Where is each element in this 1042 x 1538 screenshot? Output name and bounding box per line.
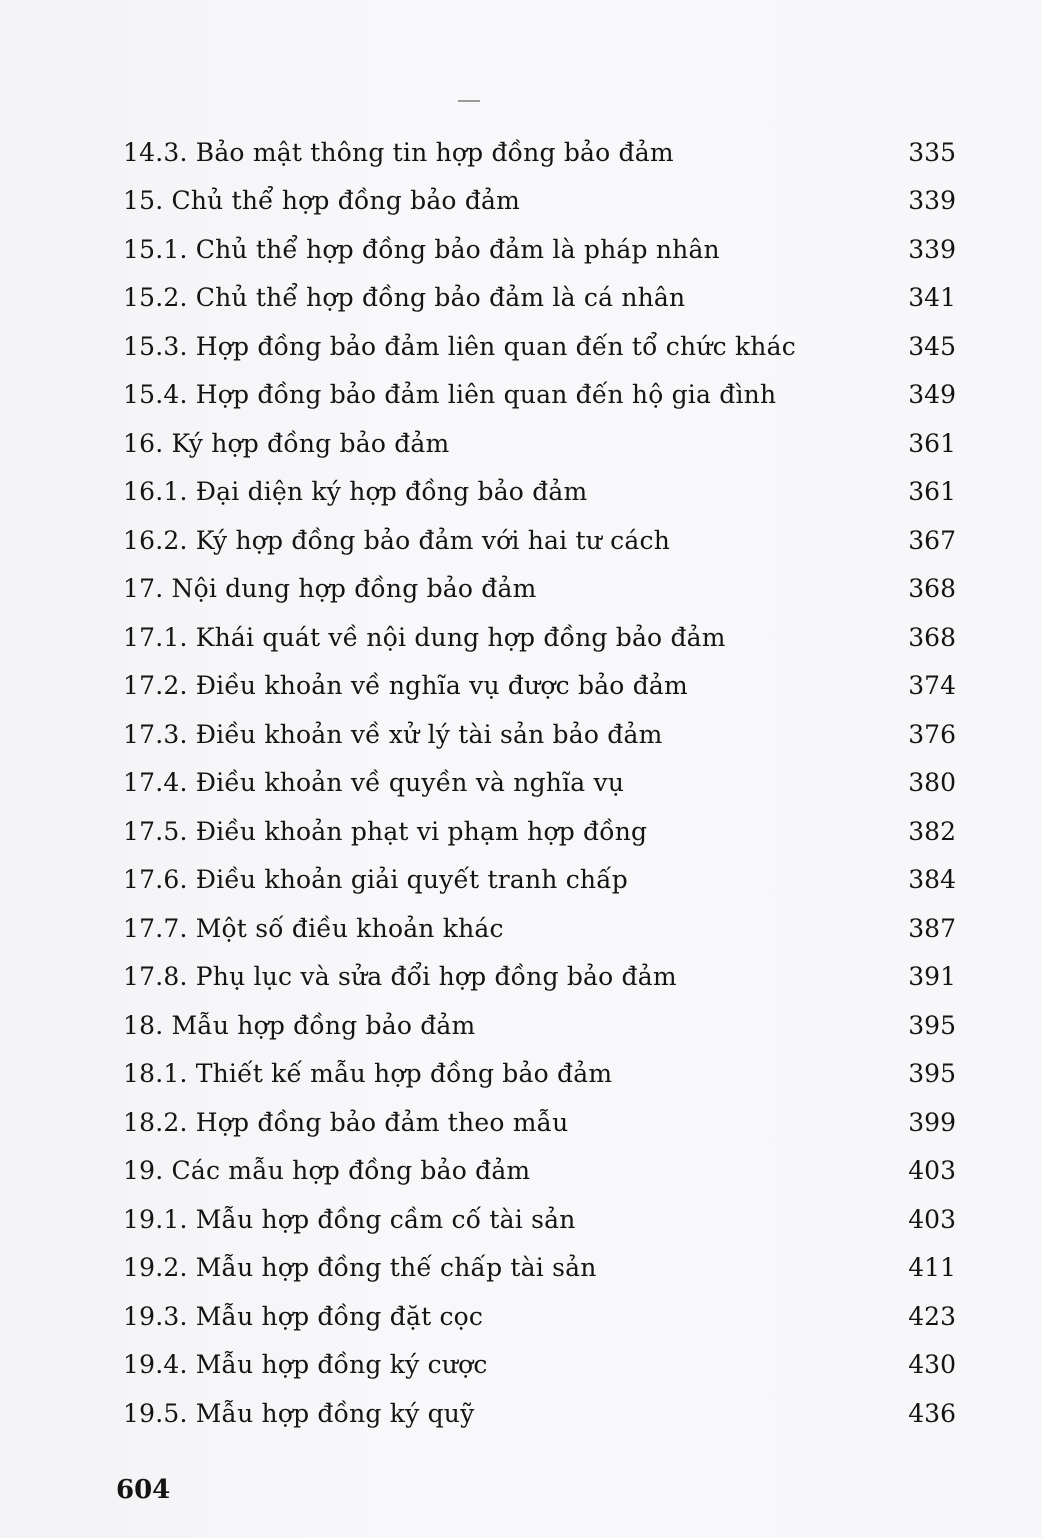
toc-entry — [0, 1147, 1042, 1196]
toc-entry-title: 17.8. Phụ lục và sửa đổi hợp đồng bảo đảm — [123, 962, 677, 992]
toc-entry-page: 361 — [908, 428, 956, 458]
toc-entry-page: 345 — [908, 331, 956, 361]
toc-entry-page: 339 — [908, 186, 956, 216]
toc-entry-title: 17. Nội dung hợp đồng bảo đảm — [123, 574, 537, 604]
toc-entry-title: 17.7. Một số điều khoản khác — [123, 913, 504, 943]
toc-entry-title: 16.2. Ký hợp đồng bảo đảm với hai tư cách — [123, 525, 670, 555]
table-of-contents — [0, 128, 1042, 1438]
toc-entry-page: 411 — [908, 1253, 956, 1283]
toc-entry-title: 17.6. Điều khoản giải quyết tranh chấp — [123, 865, 628, 895]
toc-entry — [0, 322, 1042, 371]
toc-entry-title: 19.3. Mẫu hợp đồng đặt cọc — [123, 1301, 484, 1331]
toc-entry-page: 395 — [908, 1059, 956, 1089]
toc-entry — [0, 565, 1042, 614]
toc-entry — [0, 419, 1042, 468]
toc-entry-title: 19. Các mẫu hợp đồng bảo đảm — [123, 1156, 531, 1186]
toc-entry — [0, 1050, 1042, 1099]
toc-entry-title: 18.1. Thiết kế mẫu hợp đồng bảo đảm — [123, 1059, 613, 1089]
toc-entry-page: 367 — [908, 525, 956, 555]
toc-entry — [0, 807, 1042, 856]
toc-entry — [0, 516, 1042, 565]
toc-entry — [0, 225, 1042, 274]
toc-entry-page: 374 — [908, 671, 956, 701]
toc-entry — [0, 1341, 1042, 1390]
toc-entry-title: 19.2. Mẫu hợp đồng thế chấp tài sản — [123, 1253, 597, 1283]
toc-entry-title: 15.1. Chủ thể hợp đồng bảo đảm là pháp nhân — [123, 234, 720, 264]
toc-entry-title: 17.2. Điều khoản về nghĩa vụ được bảo đảm — [123, 671, 688, 701]
toc-entry-page: 349 — [908, 380, 956, 410]
toc-entry-title: 17.1. Khái quát về nội dung hợp đồng bảo đảm — [123, 622, 726, 652]
toc-entry — [0, 1244, 1042, 1293]
toc-entry-page: 399 — [908, 1107, 956, 1137]
toc-entry — [0, 468, 1042, 517]
toc-entry — [0, 128, 1042, 177]
page-number: 604 — [116, 1475, 171, 1505]
toc-entry-page: 361 — [908, 477, 956, 507]
toc-entry-title: 15. Chủ thể hợp đồng bảo đảm — [123, 186, 521, 216]
toc-entry — [0, 953, 1042, 1002]
toc-entry-page: 430 — [908, 1350, 956, 1380]
toc-entry — [0, 759, 1042, 808]
toc-entry-page: 368 — [908, 622, 956, 652]
toc-entry-page: 376 — [908, 719, 956, 749]
toc-entry-title: 15.2. Chủ thể hợp đồng bảo đảm là cá nhân — [123, 283, 686, 313]
page-mark — [458, 100, 480, 102]
toc-entry-title: 15.3. Hợp đồng bảo đảm liên quan đến tổ chức khác — [123, 331, 796, 361]
toc-entry-page: 403 — [908, 1156, 956, 1186]
toc-entry-page: 436 — [908, 1398, 956, 1428]
toc-entry-title: 19.4. Mẫu hợp đồng ký cược — [123, 1350, 488, 1380]
toc-entry-page: 384 — [908, 865, 956, 895]
toc-entry-page: 387 — [908, 913, 956, 943]
toc-entry-page: 339 — [908, 234, 956, 264]
toc-entry-page: 368 — [908, 574, 956, 604]
toc-entry — [0, 1389, 1042, 1438]
toc-entry — [0, 1001, 1042, 1050]
toc-entry — [0, 274, 1042, 323]
toc-entry-title: 17.3. Điều khoản về xử lý tài sản bảo đảm — [123, 719, 663, 749]
toc-entry — [0, 371, 1042, 420]
toc-entry-title: 18. Mẫu hợp đồng bảo đảm — [123, 1010, 476, 1040]
toc-entry-page: 395 — [908, 1010, 956, 1040]
toc-entry-title: 16. Ký hợp đồng bảo đảm — [123, 428, 450, 458]
toc-entry-title: 19.5. Mẫu hợp đồng ký quỹ — [123, 1398, 475, 1428]
toc-entry — [0, 662, 1042, 711]
toc-entry-page: 335 — [908, 137, 956, 167]
toc-entry — [0, 1292, 1042, 1341]
toc-entry — [0, 856, 1042, 905]
toc-entry-title: 17.4. Điều khoản về quyền và nghĩa vụ — [123, 768, 625, 798]
toc-entry-page: 341 — [908, 283, 956, 313]
toc-entry-page: 380 — [908, 768, 956, 798]
toc-entry — [0, 904, 1042, 953]
toc-entry-page: 382 — [908, 816, 956, 846]
toc-entry — [0, 613, 1042, 662]
toc-entry-page: 391 — [908, 962, 956, 992]
toc-entry — [0, 1098, 1042, 1147]
toc-entry-page: 423 — [908, 1301, 956, 1331]
toc-entry-title: 19.1. Mẫu hợp đồng cầm cố tài sản — [123, 1204, 576, 1234]
toc-entry — [0, 1195, 1042, 1244]
toc-entry — [0, 177, 1042, 226]
toc-entry-page: 403 — [908, 1204, 956, 1234]
toc-entry-title: 16.1. Đại diện ký hợp đồng bảo đảm — [123, 477, 588, 507]
toc-entry-title: 17.5. Điều khoản phạt vi phạm hợp đồng — [123, 816, 648, 846]
toc-entry-title: 18.2. Hợp đồng bảo đảm theo mẫu — [123, 1107, 569, 1137]
toc-entry-title: 15.4. Hợp đồng bảo đảm liên quan đến hộ gia đình — [123, 380, 777, 410]
toc-entry — [0, 710, 1042, 759]
toc-entry-title: 14.3. Bảo mật thông tin hợp đồng bảo đảm — [123, 137, 674, 167]
